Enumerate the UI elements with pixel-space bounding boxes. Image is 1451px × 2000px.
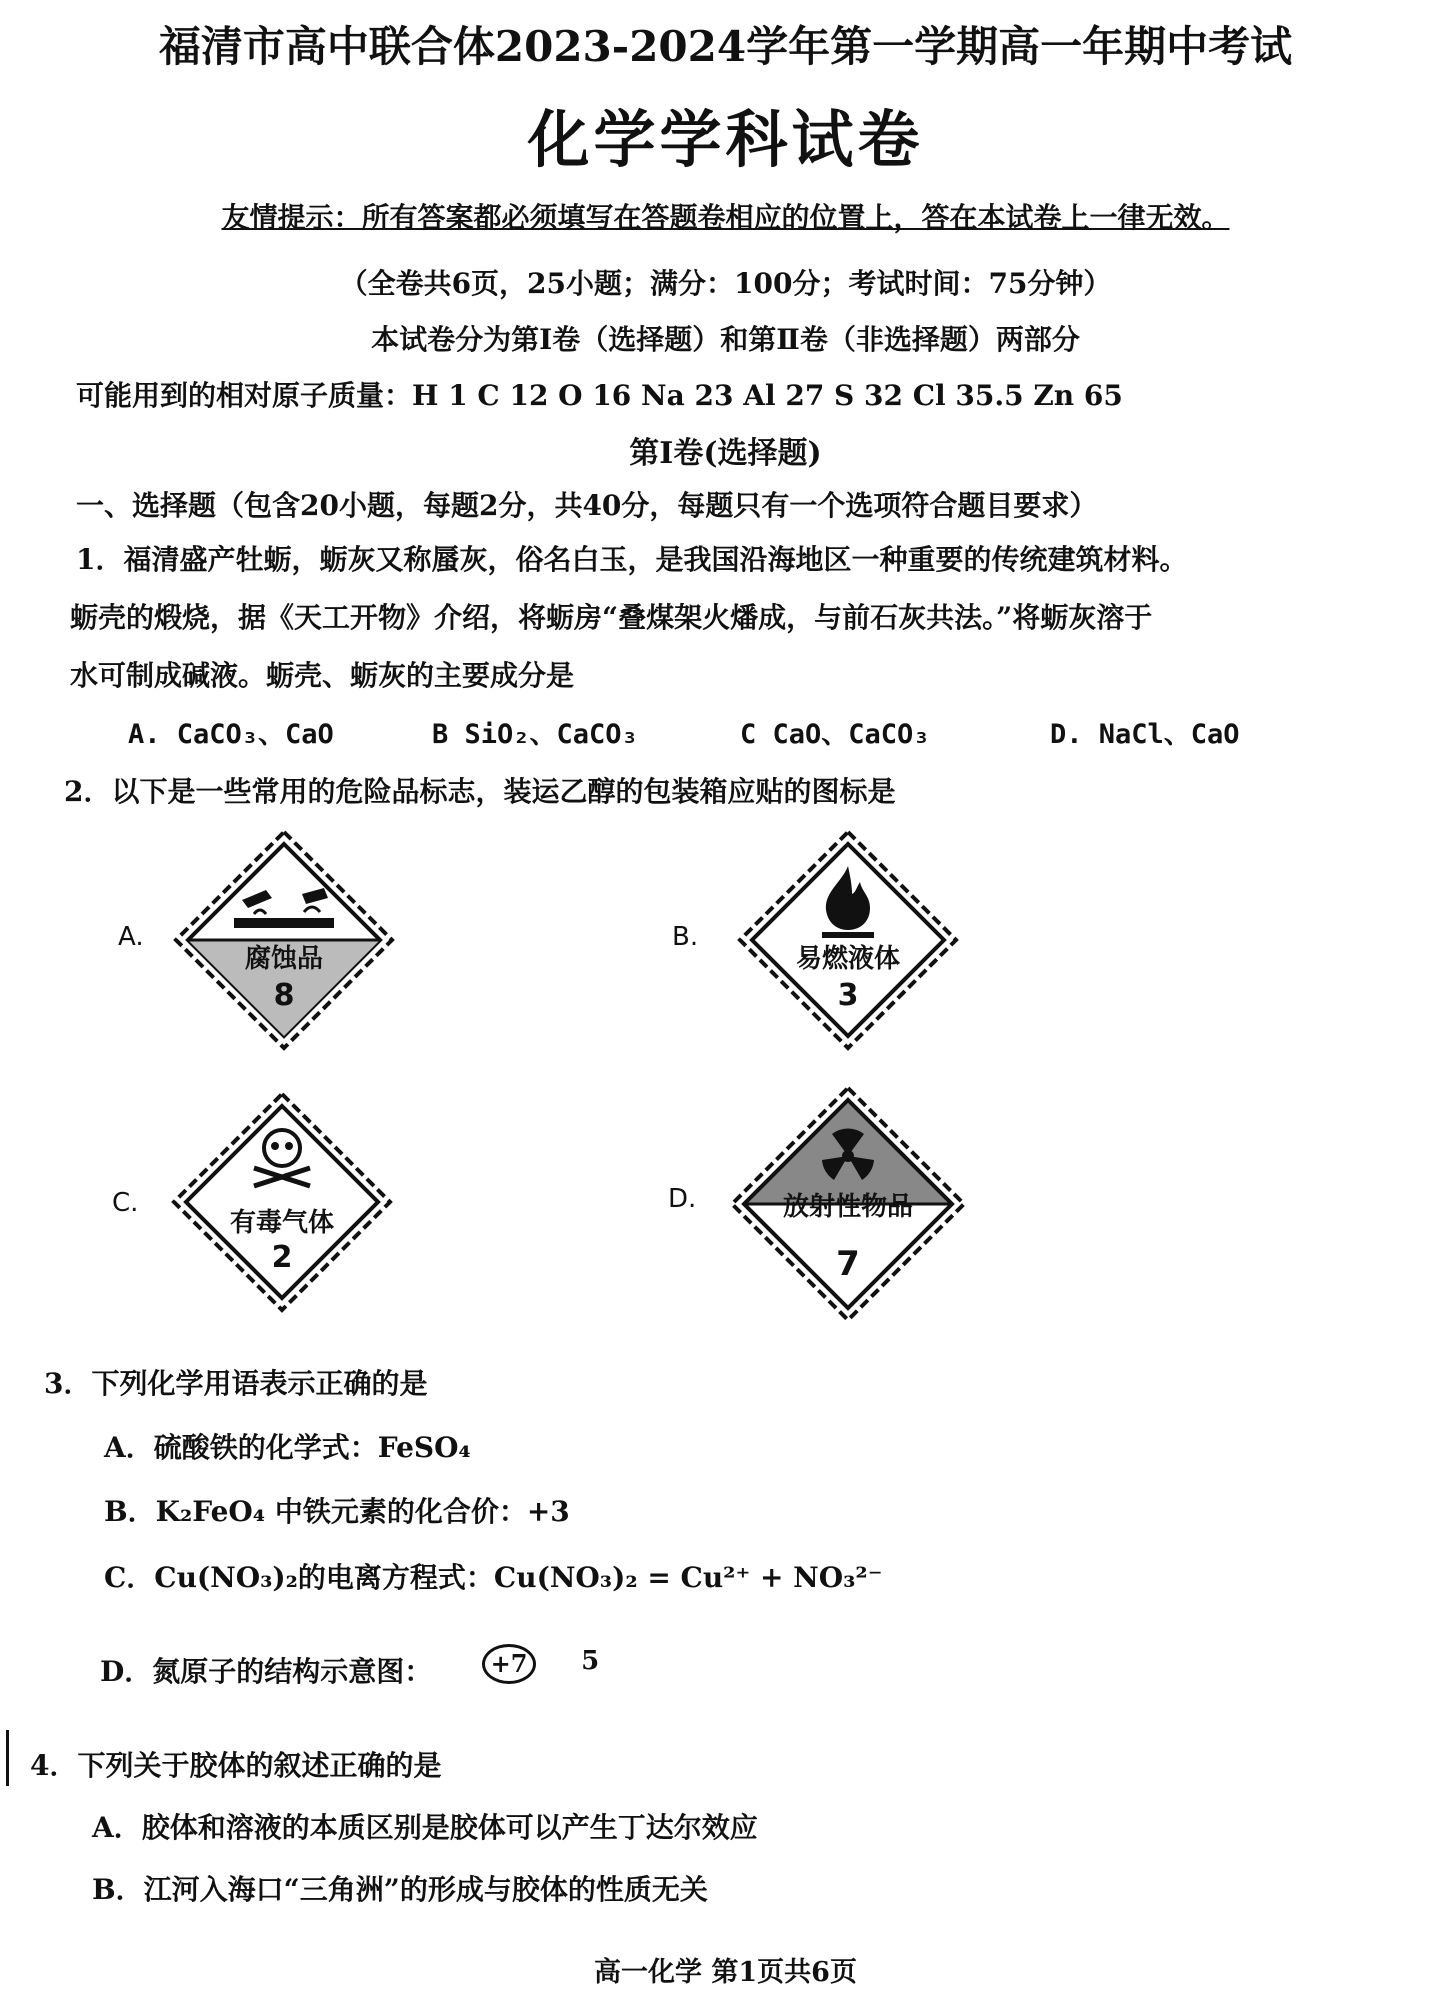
nucleus-circle: +7 [482,1644,536,1684]
q1-line3: 水可制成碱液。蛎壳、蛎灰的主要成分是 [70,659,575,692]
flammable-liquid-sign [736,828,960,1052]
atomic-masses: 可能用到的相对原子质量：H 1 C 12 O 16 Na 23 Al 27 S 32 Cl 35.5 Zn 65 [76,379,1123,412]
toxic-gas-sign [170,1090,394,1314]
q1-option-d: D. NaCl、CaO [1050,719,1240,750]
q2-sign-d-text: 放射性物品 [782,1192,913,1222]
exam-info: （全卷共6页，25小题；满分：100分；考试时间：75分钟） [339,267,1112,300]
q4-option-a: A．胶体和溶液的本质区别是胶体可以产生丁达尔效应 [92,1811,758,1844]
radioactive-sign [728,1084,968,1324]
friendly-tip: 友情提示：所有答案都必须填写在答题卷相应的位置上，答在本试卷上一律无效。 [221,201,1230,234]
q3-option-a: A．硫酸铁的化学式：FeSO₄ [104,1431,471,1464]
q3-option-b: B．K₂FeO₄ 中铁元素的化合价：+3 [104,1495,570,1528]
exam-subtitle: 化学学科试卷 [527,103,924,176]
page-footer: 高一化学 第1页共6页 [594,1957,857,1988]
q2-sign-c-letter: C. [112,1188,139,1218]
q2-sign-d-number: 7 [836,1244,860,1284]
q2-sign-a-letter: A. [118,922,144,952]
section-heading: 第Ⅰ卷(选择题) [629,436,822,471]
q2-sign-b-text: 易燃液体 [795,944,900,974]
q1-line2: 蛎壳的煅烧，据《天工开物》介绍，将蛎房“叠煤架火燔成，与前石灰共法。”将蛎灰溶于 [70,601,1153,634]
q4-stem: 4．下列关于胶体的叙述正确的是 [30,1749,442,1782]
q2-sign-b-letter: B. [672,922,699,952]
q2-sign-c-number: 2 [271,1240,293,1275]
nitrogen-atom-diagram [482,1644,599,1684]
q2-sign-a-number: 8 [273,978,295,1013]
q1-option-b: B SiO₂、CaCO₃ [432,719,638,750]
q4-option-b: B．江河入海口“三角洲”的形成与胶体的性质无关 [92,1873,708,1906]
q2-sign-b-number: 3 [837,978,859,1013]
exam-title: 福清市高中联合体2023-2024学年第一学期高一年期中考试 [158,22,1293,71]
exam-parts: 本试卷分为第Ⅰ卷（选择题）和第Ⅱ卷（非选择题）两部分 [371,323,1080,356]
q1-option-a: A. CaCO₃、CaO [128,719,334,750]
corrosive-sign [172,828,396,1052]
q3-option-d: D．氮原子的结构示意图： [100,1655,433,1688]
section-instructions: 一、选择题（包含20小题，每题2分，共40分，每题只有一个选项符合题目要求） [76,489,1098,522]
margin-mark [6,1730,9,1786]
q2-sign-a-text: 腐蚀品 [244,944,323,974]
electron-count: 5 [581,1645,600,1676]
q3-option-c: C．Cu(NO₃)₂的电离方程式：Cu(NO₃)₂ = Cu²⁺ + NO₃²⁻ [104,1561,883,1594]
q2-sign-d-letter: D. [668,1184,697,1214]
q2-sign-c-text: 有毒气体 [229,1208,334,1238]
q2-stem: 2．以下是一些常用的危险品标志，装运乙醇的包装箱应贴的图标是 [64,775,896,808]
q1-line1: 1．福清盛产牡蛎，蛎灰又称蜃灰，俗名白玉，是我国沿海地区一种重要的传统建筑材料。 [76,543,1188,576]
q1-option-c: C CaO、CaCO₃ [740,719,930,750]
q3-stem: 3．下列化学用语表示正确的是 [44,1367,428,1400]
